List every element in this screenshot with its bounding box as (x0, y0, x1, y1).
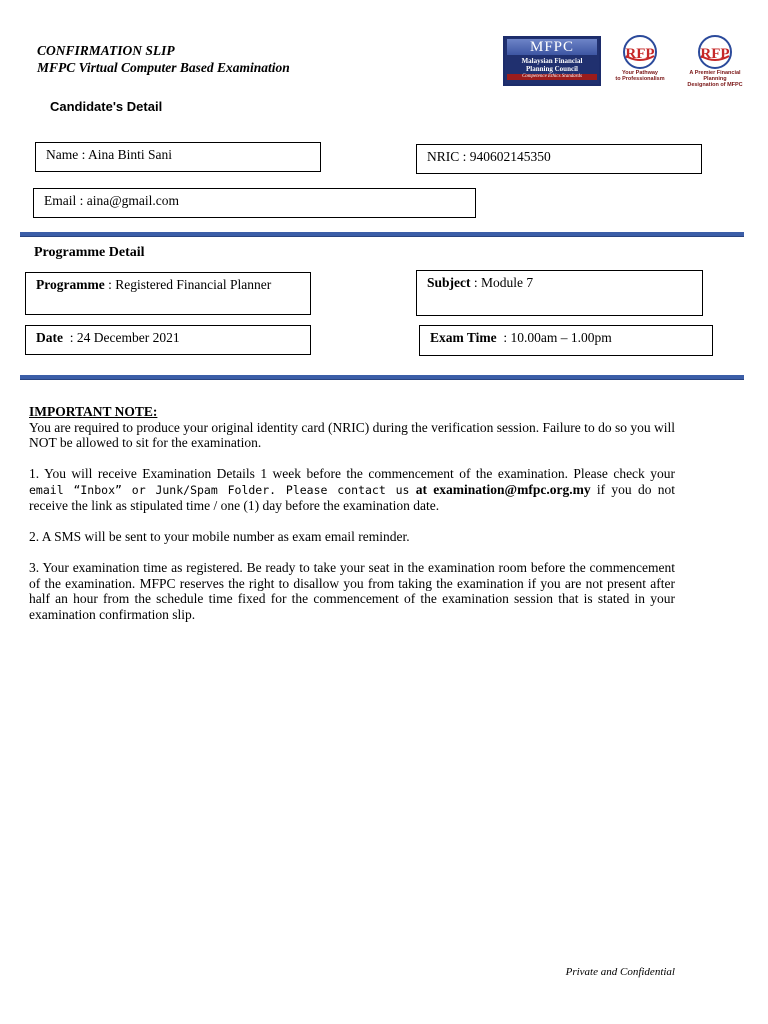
subject-field (416, 270, 703, 316)
rfp-badge-icon (693, 34, 737, 70)
rfp-logo-2 (680, 34, 750, 90)
section-divider (20, 375, 744, 380)
mfpc-logo-strip: Competence Ethics Standards (507, 74, 597, 80)
important-note-heading: IMPORTANT NOTE: (29, 404, 158, 419)
note-intro: You are required to produce your original identity card (NRIC) during the verification session. Failure to do so you will NOT be allowed to sit for the examination. (29, 419, 675, 450)
title-line-1: CONFIRMATION SLIP (37, 43, 175, 58)
note-1-text-a: 1. You will receive Examination Details 1 week before the commencement of the examination. Please check your (29, 466, 675, 481)
exam-time-field (419, 325, 713, 356)
mfpc-logo-text: MFPC (507, 39, 597, 55)
rfp1-caption-2: to Professionalism (615, 76, 665, 82)
rfp-logo-1 (614, 34, 666, 90)
date-label: Date (36, 330, 63, 345)
candidate-heading: Candidate's Detail (50, 99, 163, 114)
name-field: Name : Aina Binti Sani (35, 142, 321, 172)
contact-email: at examination@mfpc.org.my (409, 481, 591, 497)
svg-text:RFP: RFP (700, 46, 730, 62)
note-3: 3. Your examination time as registered. Be ready to take your seat in the examination room before the commencement of the examination. MFPC reserves the right to disallow you from taking the examination if you are not present after half an hour from the schedule time fixed for the commencement of the examination session that is stated in your examination confirmation slip. (29, 560, 675, 622)
mfpc-logo-sub2: Planning Council (526, 65, 578, 73)
date-value: : 24 December 2021 (63, 330, 180, 345)
note-1-mono: email “Inbox” or Junk/Spam Folder. Please contact us (29, 482, 410, 497)
title-line-2: MFPC Virtual Computer Based Examination (37, 60, 290, 75)
note-1-text-b: if you do not receive the link as stipulated time / one (1) day before the examination date. (29, 481, 675, 513)
programme-heading: Programme Detail (34, 245, 145, 260)
section-divider (20, 232, 744, 237)
mfpc-logo-sub1: Malaysian Financial (521, 57, 583, 65)
programme-value: : Registered Financial Planner (104, 277, 272, 292)
exam-time-value: : 10.00am – 1.00pm (496, 330, 612, 345)
note-2: 2. A SMS will be sent to your mobile number as exam email reminder. (29, 529, 410, 544)
programme-field (25, 272, 311, 315)
email-field: Email : aina@gmail.com (33, 188, 476, 218)
programme-label: Programme (36, 277, 105, 292)
date-field (25, 325, 311, 355)
exam-time-label: Exam Time (430, 330, 497, 345)
note-1 (29, 466, 675, 514)
rfp1-caption-1: Your Pathway (622, 70, 658, 76)
rfp2-caption-2: Designation of MFPC (687, 82, 743, 88)
footer-confidential: Private and Confidential (565, 966, 675, 978)
mfpc-logo (503, 36, 601, 86)
important-note (29, 404, 675, 638)
document-title (37, 42, 290, 76)
subject-label: Subject (427, 275, 471, 290)
nric-field: NRIC : 940602145350 (416, 144, 702, 174)
svg-text:RFP: RFP (625, 46, 655, 62)
rfp-badge-icon (618, 34, 662, 70)
subject-value: : Module 7 (470, 275, 534, 290)
rfp2-caption-1: A Premier Financial Planning (689, 70, 741, 82)
